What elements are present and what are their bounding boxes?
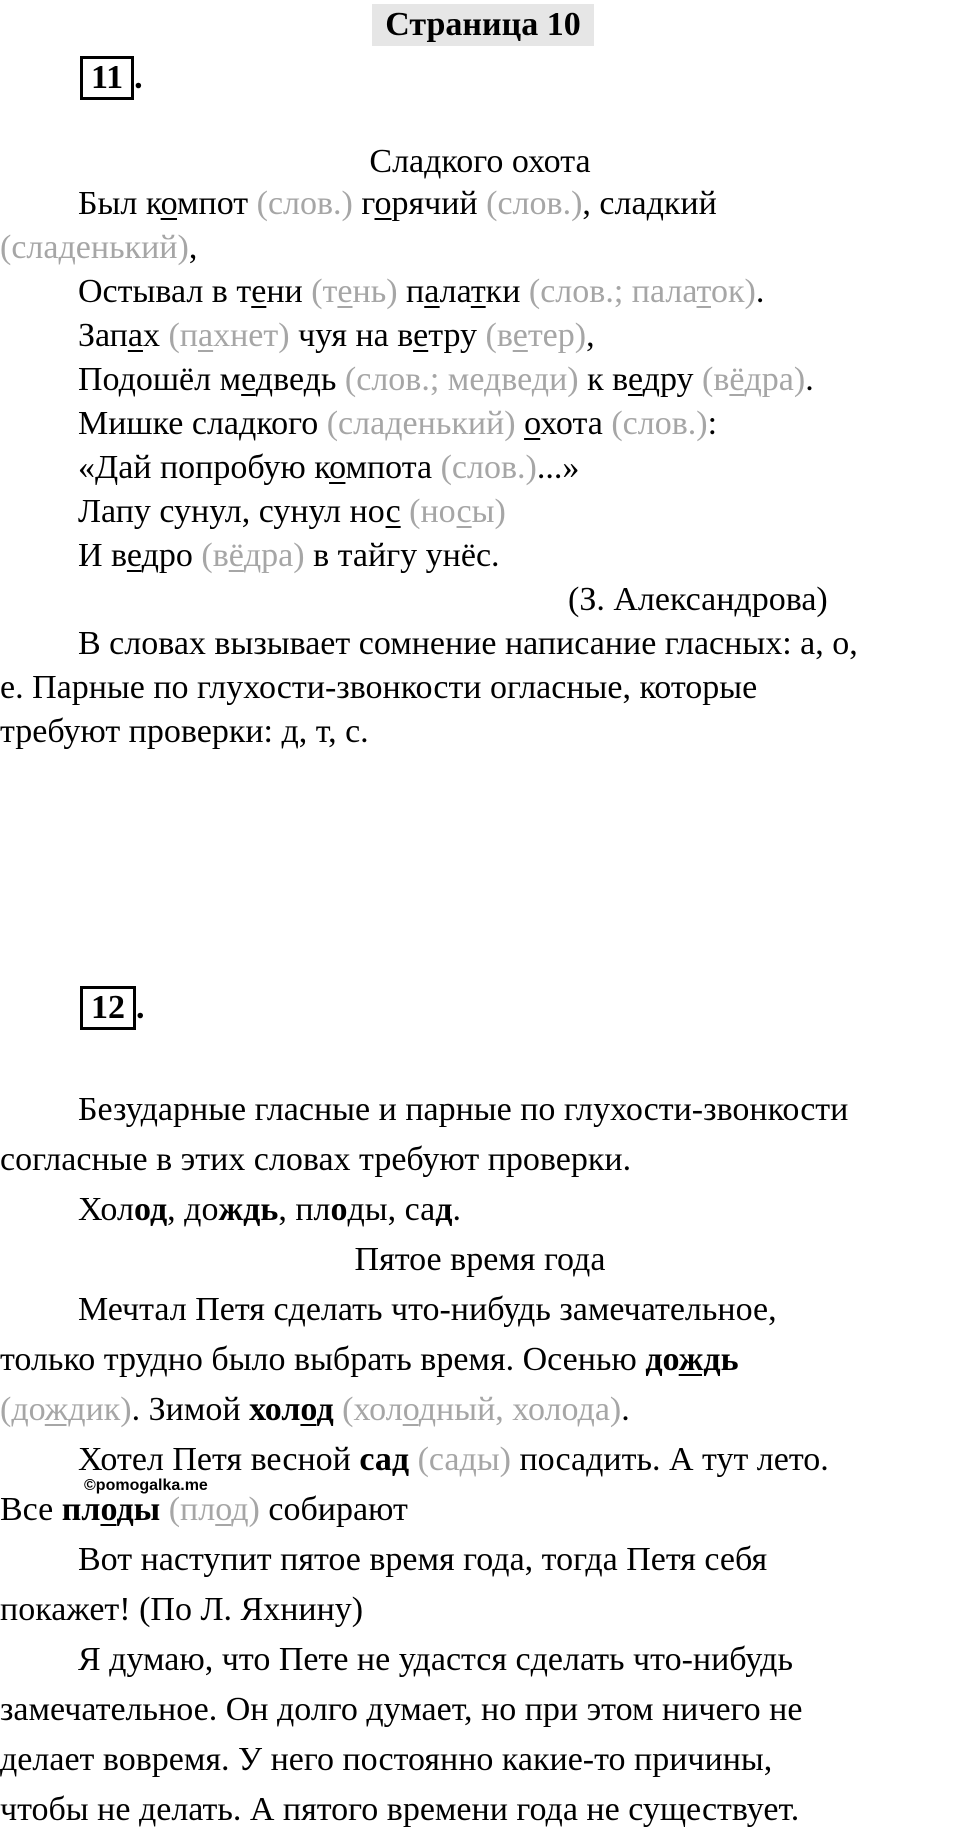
text-segment: , сла: [582, 185, 647, 222]
text-segment: жд: [678, 1341, 721, 1378]
text-segment: е: [627, 361, 643, 398]
text-segment: о: [215, 1491, 232, 1528]
story-title: Пятое время года: [354, 1241, 606, 1278]
text-segment: к в: [578, 361, 628, 398]
poem-line: [78, 402, 717, 446]
task-number-box: 12: [80, 986, 136, 1030]
text-segment: д: [316, 1391, 334, 1428]
text-segment: Хотел Петя весной: [78, 1441, 360, 1478]
poem-author: (З. Александрова): [568, 581, 828, 618]
text-segment: ждь: [218, 1191, 279, 1228]
text-segment: т: [470, 273, 486, 310]
text-segment: ё: [228, 537, 244, 574]
text-segment: ё: [729, 361, 745, 398]
text-segment: о: [329, 449, 346, 486]
text-segment: (т: [311, 273, 338, 310]
text-segment: (са: [417, 1441, 460, 1478]
text-segment: ы): [471, 493, 506, 530]
text-segment: (сла: [0, 229, 59, 266]
poem-line: [78, 182, 717, 226]
text-segment: енький): [75, 229, 189, 266]
text-segment: хнет): [213, 317, 290, 354]
text-segment: две: [255, 361, 304, 398]
text-segment: посадить. А тут лето.: [510, 1441, 829, 1478]
text-segment: дра): [243, 537, 305, 574]
text-segment: ь: [720, 1341, 739, 1378]
text-segment: са: [359, 1441, 392, 1478]
story-line: [78, 1538, 767, 1582]
text-segment: с: [385, 493, 401, 530]
text-segment: «Дай попробую к: [78, 449, 330, 486]
text-segment: тру: [428, 317, 486, 354]
text-segment: покажет! (По Л. Яхнину): [0, 1591, 364, 1628]
text-segment: :: [707, 405, 718, 442]
text-segment: (слов.): [256, 185, 353, 222]
text-segment: х: [142, 317, 169, 354]
text-segment: ла: [439, 273, 471, 310]
text-segment: Был к: [78, 185, 161, 222]
watermark: ©pomogalka.me: [84, 1477, 208, 1494]
text-segment: только трудно было выбрать время. Осенью: [0, 1341, 646, 1378]
text-segment: рячий: [391, 185, 487, 222]
text-segment: (сла: [326, 405, 386, 442]
page-title: Страница 10: [372, 4, 594, 46]
text-segment: д): [231, 1491, 260, 1528]
text-segment: о: [524, 405, 541, 442]
text-segment: жд: [44, 1391, 86, 1428]
story-line: [0, 1588, 363, 1632]
text-segment: д: [385, 405, 403, 442]
text-segment: ни: [266, 273, 312, 310]
conclusion-line: Я думаю, что Пете не удастся сделать что-нибудь: [78, 1641, 793, 1678]
text-segment: о: [300, 1391, 317, 1428]
text-segment: д: [646, 185, 664, 222]
text-segment: . Зимой: [131, 1391, 250, 1428]
text-segment: а: [127, 317, 143, 354]
poem-line: [78, 534, 500, 578]
text-segment: е: [413, 317, 429, 354]
text-segment: д: [531, 361, 550, 398]
text-segment: дра): [744, 361, 806, 398]
text-segment: Подошёл м: [78, 361, 242, 398]
text-segment: (слов.): [486, 185, 583, 222]
intro-line: согласные в этих словах требуют проверки.: [0, 1141, 632, 1178]
text-segment: е: [251, 273, 267, 310]
text-segment: .: [805, 361, 814, 398]
task-number-11: 11 .: [80, 56, 143, 98]
text-segment: Вот наступит пятое время года, тогда Петя себя: [78, 1541, 768, 1578]
text-segment: Остывал в т: [78, 273, 252, 310]
text-segment: ы): [476, 1441, 511, 1478]
text-segment: ...»: [536, 449, 580, 486]
explanation-line: В словах вызывает сомнение написание гласных: а, о,: [78, 625, 858, 662]
poem-line: [78, 314, 595, 358]
text-segment: кого: [256, 405, 327, 442]
text-segment: .: [621, 1391, 630, 1428]
story-line: [0, 1338, 739, 1382]
text-segment: Зап: [78, 317, 128, 354]
text-segment: (слов.): [611, 405, 708, 442]
text-segment: хота: [540, 405, 612, 442]
text-segment: енький): [402, 405, 516, 442]
text-segment: е: [512, 317, 528, 354]
text-segment: (в: [485, 317, 513, 354]
text-segment: г: [352, 185, 375, 222]
text-segment: о: [374, 185, 392, 222]
text-segment: о: [100, 1491, 117, 1528]
text-segment: до: [645, 1341, 679, 1378]
text-segment: в тайгу унёс.: [304, 537, 500, 574]
text-segment: (в: [702, 361, 730, 398]
text-segment: (п: [168, 317, 198, 354]
text-segment: (слов.): [440, 449, 537, 486]
text-segment: д: [577, 1391, 595, 1428]
text-segment: Мишке сла: [78, 405, 240, 442]
poem-title: Сладкого охота: [369, 143, 591, 180]
text-segment: мпота: [345, 449, 441, 486]
text-segment: ь: [320, 361, 345, 398]
text-segment: д: [391, 1441, 410, 1478]
text-segment: ок): [710, 273, 756, 310]
conclusion-line: замечательное. Он долго думает, но при этом ничего не: [0, 1691, 803, 1728]
text-segment: , пл: [278, 1191, 331, 1228]
text-segment: о: [160, 185, 177, 222]
text-segment: кий: [663, 185, 717, 222]
text-segment: (хол: [342, 1391, 403, 1428]
text-segment: и): [549, 361, 579, 398]
text-segment: пл: [61, 1491, 101, 1528]
text-segment: нь): [352, 273, 398, 310]
text-segment: (в: [201, 537, 229, 574]
text-segment: [516, 405, 525, 442]
text-segment: а: [198, 317, 214, 354]
text-segment: хол: [249, 1391, 301, 1428]
text-segment: Все: [0, 1491, 62, 1528]
text-segment: .: [755, 273, 765, 310]
text-segment: Мечтал Петя сделать что-нибудь замечательное,: [78, 1291, 777, 1328]
text-segment: ды: [116, 1491, 161, 1528]
text-segment: д: [239, 405, 257, 442]
text-segment: И в: [78, 537, 127, 574]
text-segment: мпот: [177, 185, 257, 222]
poem-line: [78, 490, 506, 534]
text-segment: (но: [409, 493, 457, 530]
story-line: [0, 1388, 630, 1432]
intro-line: Безударные гласные и парные по глухости-звонкости: [78, 1091, 849, 1128]
text-segment: е: [337, 273, 353, 310]
text-segment: д: [435, 1191, 453, 1228]
text-segment: д: [459, 1441, 477, 1478]
text-segment: [160, 1491, 169, 1528]
text-segment: т: [696, 273, 711, 310]
text-segment: ки: [485, 273, 529, 310]
task-number-12: 12 .: [80, 986, 145, 1028]
explanation-line: требуют проверки: д, т, с.: [0, 713, 369, 750]
text-segment: п: [397, 273, 425, 310]
text-segment: Хол: [78, 1191, 134, 1228]
poem-line: [78, 270, 764, 314]
text-segment: а): [594, 1391, 622, 1428]
text-segment: Лапу сунул, сунул но: [78, 493, 386, 530]
text-segment: .: [452, 1191, 461, 1228]
text-segment: [401, 493, 410, 530]
text-segment: (до: [0, 1391, 45, 1428]
text-segment: собирают: [259, 1491, 408, 1528]
text-segment: тер): [527, 317, 587, 354]
text-segment: д: [303, 361, 321, 398]
text-segment: дро: [141, 537, 202, 574]
text-segment: е: [126, 537, 142, 574]
text-segment: д: [58, 229, 76, 266]
text-segment: а: [424, 273, 440, 310]
text-segment: дру: [642, 361, 702, 398]
text-segment: (пл: [168, 1491, 216, 1528]
story-line: [78, 1288, 777, 1332]
text-segment: чуя на в: [289, 317, 414, 354]
text-segment: , до: [167, 1191, 219, 1228]
text-segment: е: [241, 361, 256, 398]
text-segment: [409, 1441, 418, 1478]
conclusion-line: делает вовремя. У него постоянно какие-то причины,: [0, 1741, 773, 1778]
text-segment: од: [133, 1191, 168, 1228]
text-segment: о: [330, 1191, 348, 1228]
explanation-line: е. Парные по глухости-звонкости огласные, которые: [0, 669, 758, 706]
text-segment: [334, 1391, 343, 1428]
text-segment: (слов.; медве: [344, 361, 532, 398]
conclusion-line: чтобы не делать. А пятого времени года не существует.: [0, 1791, 800, 1828]
text-segment: ,: [188, 229, 198, 266]
task-number-box: 11: [80, 56, 134, 100]
text-segment: дный, холо: [418, 1391, 578, 1428]
text-segment: ,: [586, 317, 595, 354]
text-segment: с: [456, 493, 472, 530]
poem-line: [78, 358, 814, 402]
text-segment: о: [402, 1391, 419, 1428]
text-segment: ик): [85, 1391, 132, 1428]
poem-line: [0, 226, 197, 270]
text-segment: ды, са: [347, 1191, 436, 1228]
checked-words: [78, 1188, 461, 1232]
text-segment: (слов.; пала: [528, 273, 697, 310]
poem-line: [78, 446, 579, 490]
